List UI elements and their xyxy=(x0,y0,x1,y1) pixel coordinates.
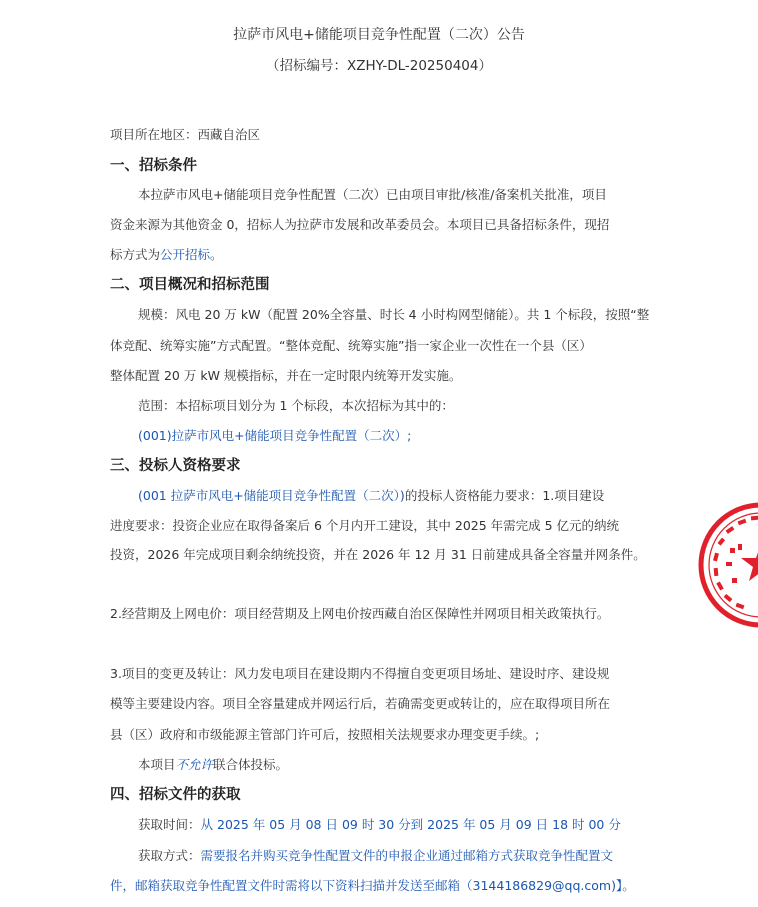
paragraph-line: 本拉萨市风电+储能项目竞争性配置（二次）已由项目审批/核准/备案机关批准，项目 xyxy=(138,187,607,202)
method-label: 获取方式： xyxy=(138,848,201,863)
paragraph-line: 资金来源为其他资金 0，招标人为拉萨市发展和改革委员会。本项目已具备招标条件，现招 xyxy=(110,217,610,232)
text-fragment: 本项目 xyxy=(138,757,176,772)
official-seal-icon xyxy=(696,500,758,630)
method-text: 需要报名并购买竞争性配置文件的申报企业通过邮箱方式获取竞争性配置文 xyxy=(200,848,614,863)
section-heading-project-overview: 二、项目概况和招标范围 xyxy=(110,277,270,293)
paragraph-line xyxy=(110,245,223,263)
section-heading-bidder-qualifications: 三、投标人资格要求 xyxy=(110,458,241,474)
paragraph-line: 模等主要建设内容。项目全容量建成并网运行后，若确需变更或转让的，应在取得项目所在 xyxy=(110,696,611,711)
paragraph-line: 3.项目的变更及转让：风力发电项目在建设期内不得擅自变更项目场址、建设时序、建设规 xyxy=(110,666,610,681)
consortium-status: 不允许 xyxy=(175,757,214,772)
paragraph-line: 进度要求：投资企业应在取得备案后 6 个月内开工建设，其中 2025 年需完成 5 亿元的纳统 xyxy=(110,518,620,533)
paragraph-line: 投资，2026 年完成项目剩余纳统投资，并在 2026 年 12 月 31 日前建成具备全容量并网条件。 xyxy=(110,547,646,562)
text-fragment: ：风电 20 万 kW（配置 20%全容量、时长 4 小时构网型储能）。共 1 个标段，按照“整 xyxy=(163,307,650,322)
section-heading-tender-conditions: 一、招标条件 xyxy=(110,158,197,174)
paragraph-line: 2.经营期及上网电价：项目经营期及上网电价按西藏自治区保障性并网项目相关政策执行。 xyxy=(110,606,610,621)
consortium-line xyxy=(138,755,288,773)
text-fragment: 联合体投标。 xyxy=(213,757,289,772)
region-label: 项目所在地区： xyxy=(110,127,198,142)
paragraph-line: 县（区）政府和市级能源主管部门许可后，按照相关法规要求办理变更手续。; xyxy=(110,727,540,742)
tender-method: 公开招标 xyxy=(160,247,211,262)
tender-code: （招标编号：XZHY-DL-20250404） xyxy=(266,58,492,74)
text-fragment: 。 xyxy=(210,247,223,262)
time-value: 从 2025 年 05 月 08 日 09 时 30 分到 2025 年 05 月 09 日 18 时 00 分 xyxy=(200,817,621,832)
seal-star xyxy=(741,544,758,581)
scope-line: 范围：本招标项目划分为 1 个标段，本次招标为其中的： xyxy=(138,398,454,413)
lot-item: (001)拉萨市风电+储能项目竞争性配置（二次）; xyxy=(138,428,412,443)
acquisition-time xyxy=(138,815,621,833)
page-title: 拉萨市风电+储能项目竞争性配置（二次）公告 xyxy=(233,27,525,43)
project-region xyxy=(110,125,260,143)
acquisition-method xyxy=(138,846,613,864)
text-fragment: 标方式为 xyxy=(110,247,161,262)
paragraph-line: 整体配置 20 万 kW 规模指标，并在一定时限内统筹开发实施。 xyxy=(110,368,462,383)
time-label: 获取时间： xyxy=(138,817,201,832)
acquisition-method-cont: 件，邮箱获取竞争性配置文件时需将以下资料扫描并发送至邮箱（3144186829@qq.com)】。 xyxy=(110,878,635,893)
paragraph-line xyxy=(138,305,649,323)
paragraph-line: 体竞配、统筹实施”方式配置。“整体竞配、统筹实施”指一家企业一次性在一个县（区） xyxy=(110,338,592,353)
paragraph-line xyxy=(138,486,604,504)
text-fragment: 规模 xyxy=(138,307,164,322)
section-heading-document-acquisition: 四、招标文件的获取 xyxy=(110,787,241,803)
text-fragment: 的投标人资格能力要求：1.项目建设 xyxy=(404,488,605,503)
lot-reference: (001 拉萨市风电+储能项目竞争性配置（二次）) xyxy=(138,488,405,503)
region-value: 西藏自治区 xyxy=(197,127,261,142)
